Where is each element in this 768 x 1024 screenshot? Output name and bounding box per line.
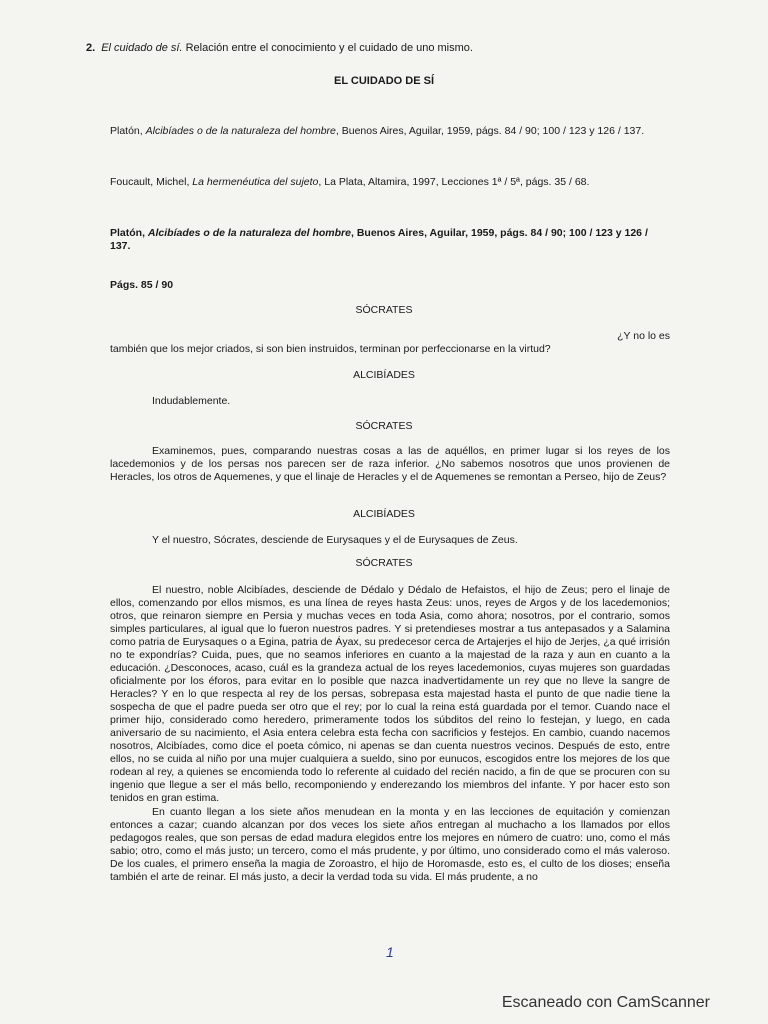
dialogue-text: Indudablemente. [152, 395, 231, 407]
dialogue-paragraph: En cuanto llegan a los siete años menudean en la monta y en las lecciones de equitación y comienzan entonces a cazar; cuando alcanzan por dos veces los siete años entregan al muchacho a los llamados por ellos pedagogos reales, que son persas de edad madura elegidos entre los mejores en número de cuatro: uno, como el más sabio; otro, como el más justo; un tercero, como el más prudente, y por último, uno considerado como el más valeroso. De los cuales, el primero enseña la magia de Zoroastro, el hijo de Horomasde, esto es, el culto de los dioses; enseña también el arte de reinar. El más justo, a decir la verdad toda su vida. El más prudente, a no [110, 806, 670, 883]
item-title-rest: Relación entre el conocimiento y el cuidado de uno mismo. [182, 42, 473, 54]
ref-title: Alcibíades o de la naturaleza del hombre [145, 125, 336, 137]
camscanner-watermark: Escaneado con CamScanner [501, 994, 710, 1011]
item-title [86, 42, 726, 55]
reference-2 [110, 176, 670, 189]
dialogue-paragraph [110, 445, 670, 484]
speaker-socrates: SÓCRATES [355, 420, 413, 432]
ref-title: La hermenéutica del sujeto [192, 176, 319, 188]
page-heading: EL CUIDADO DE SÍ [333, 75, 435, 87]
dialogue-paragraph: El nuestro, noble Alcibíades, desciende de Dédalo y Dédalo de Hefaistos, el hijo de Zeus; pero el linaje de ellos, comenzando por ellos mismos, es una línea de reyes hasta Zeus: unos, reyes de Argos y de los lacedemonios; otros, que reinaron siempre en Persia y muchas veces en toda Asia, como ahora; nosotros, por el contrario, somos simples particulares, al igual que lo fueron nuestros padres. Y si pretendieses mostrar a tus antepasados y a Salamina como patria de Eurysaques o a Egina, patria de Áyax, su predecesor cerca de Artajerjes el hijo de Jerjes, ¿a qué irrisión no te expondrías? Cuida, pues, que no seamos inferiores en cuanto a la majestad de la raza y aun en cuanto a la educación. ¿Desconoces, acaso, cuál es la grandeza actual de los reyes lacedemonios, cuyas mujeres son guardadas oficialmente por los éforos, para evitar en lo posible que nazca inadvertidamente un rey que no lleve la sangre de Heracles? Y en lo que respecta al rey de los persas, sobrepasa esta majestad hasta el punto de que nadie tiene la sospecha de que el padre pueda ser otro que el rey; por lo cual la reina está guardada por el temor. Cuando nace el primer hijo, considerado como heredero, primeramente todos los súbditos del reino lo festejan, y luego, en cada aniversario de su nacimiento, el Asia entera celebra esta fecha con sacrificios y festejos. En cambio, cuando nacemos nosotros, Alcibíades, como dice el poeta cómico, ni apenas se dan cuenta nuestros vecinos. Después de esto, entre ellos, no se cuida al niño por una mujer cualquiera a sueldo, sino por eunucos, escogidos entre los mejores de los que rodean al rey, a quienes se encomienda todo lo referente al cuidado del recién nacido, a fin de que se procuren con su ingenio que llegue a ser el más bello, recomponiendo y enderezando los miembros del infante. Y por hacer esto son tenidos en gran estima. [110, 584, 670, 804]
dialogue-text: Examinemos, pues, comparando nuestras cosas a las de aquéllos, en primer lugar si los reyes de los lacedemonios y de los persas nos parecen ser de raza inferior. ¿No sabemos nosotros que unos provienen de Heracles, los otros de Aquemenes, y que el linaje de Heracles y el de Aquemenes se remontan a Perseo, hijo de Zeus? [110, 445, 670, 483]
page-number: 1 [386, 944, 394, 960]
ref-author: Platón, [110, 227, 148, 239]
dialogue-text: también que los mejor criados, si son bien instruidos, terminan por perfeccionarse en la virtud? [110, 343, 551, 355]
speaker-socrates: SÓCRATES [355, 557, 413, 569]
item-number: 2. [86, 42, 96, 54]
item-title-italic: El cuidado de sí. [101, 42, 183, 54]
dialogue-text: Y el nuestro, Sócrates, desciende de Eurysaques y el de Eurysaques de Zeus. [152, 534, 518, 546]
speaker-alcibiades: ALCIBÍADES [353, 508, 415, 520]
dialogue-paragraphs [110, 584, 670, 884]
speaker-alcibiades: ALCIBÍADES [353, 369, 415, 381]
ref-details: , Buenos Aires, Aguilar, 1959, págs. 84 / 90; 100 / 123 y 126 / 137. [335, 125, 645, 137]
ref-title: Alcibíades o de la naturaleza del hombre [147, 227, 351, 239]
speaker-socrates: SÓCRATES [355, 304, 413, 316]
ref-details: , La Plata, Altamira, 1997, Lecciones 1ª / 5ª, págs. 35 / 68. [318, 176, 590, 188]
ref-author: Platón, [110, 125, 146, 137]
ref-author: Foucault, Michel, [110, 176, 193, 188]
ref-details: , Buenos Aires, Aguilar, 1959, págs. 84 / 90; 100 / 123 y 126 / 137. [110, 227, 648, 252]
pages-label: Págs. 85 / 90 [110, 279, 174, 291]
reference-3 [110, 227, 670, 253]
reference-1 [110, 125, 670, 138]
question-end: ¿Y no lo es [617, 330, 670, 342]
